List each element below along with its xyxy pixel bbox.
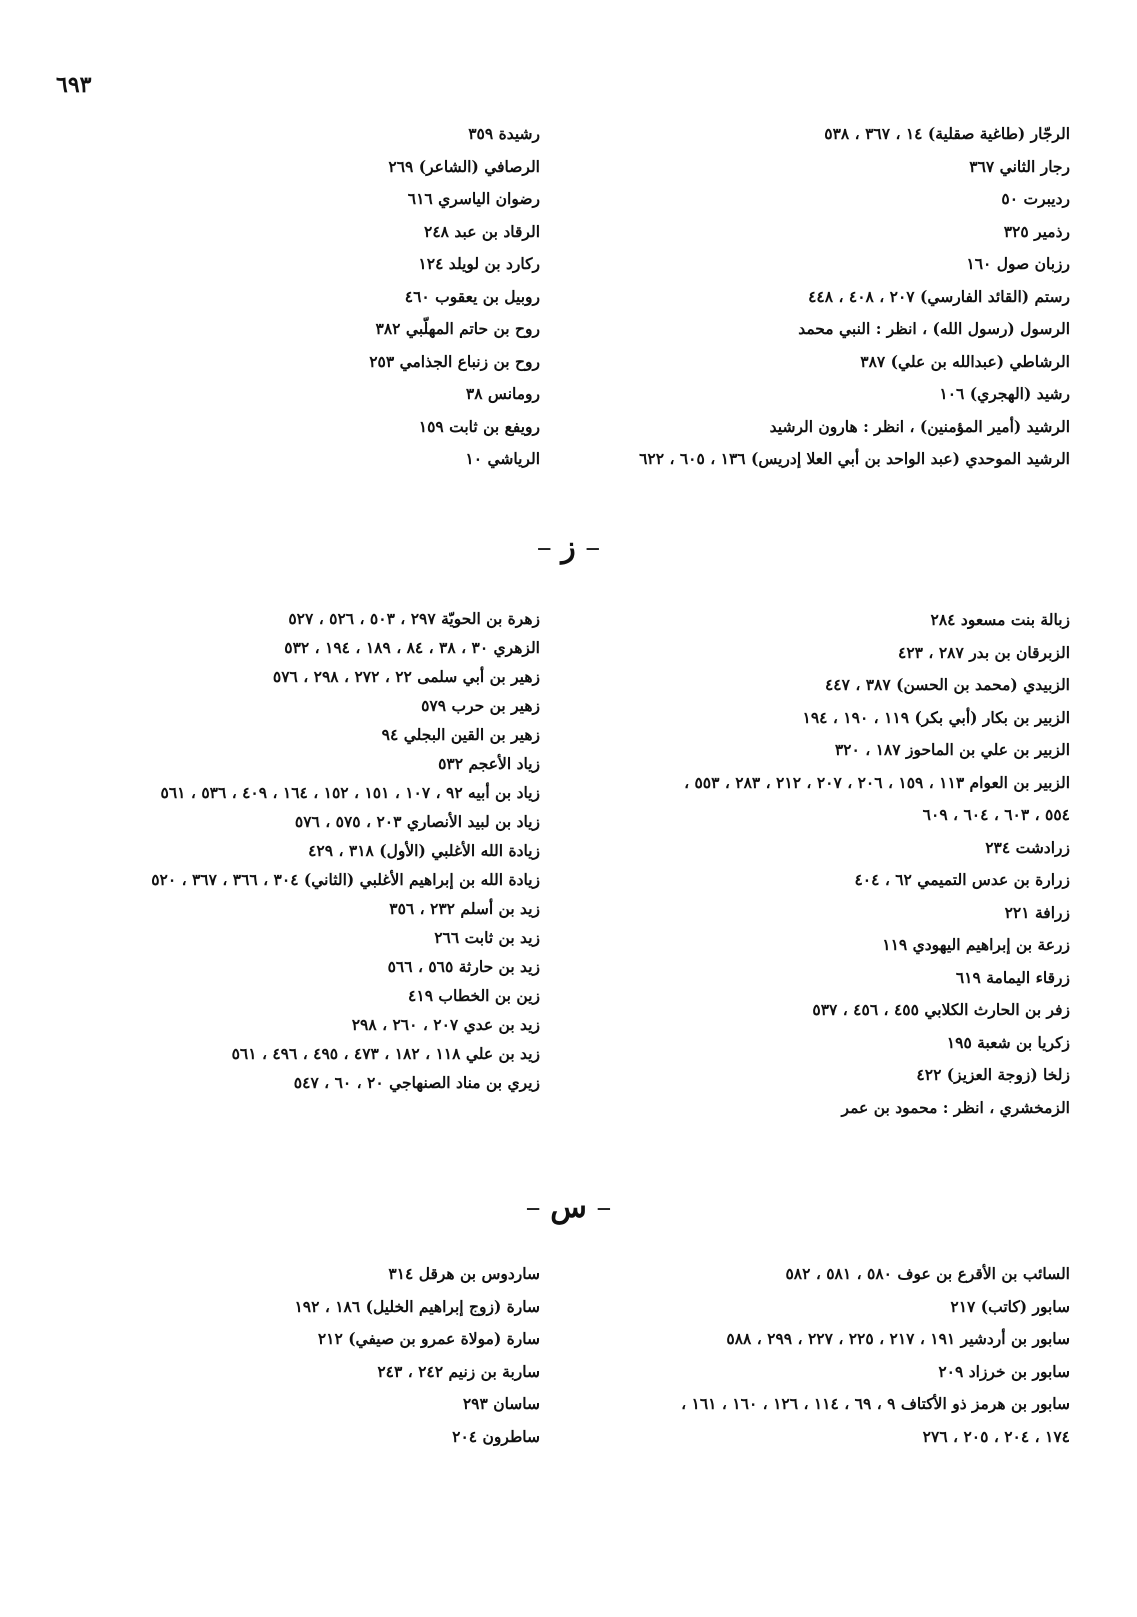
index-entry: سابور بن أردشير ١٩١ ، ٢١٧ ، ٢٢٥ ، ٢٢٧ ، ٢٩٩ ، ٥٨٨ [726, 1329, 1070, 1348]
index-entry: الزبير بن علي بن الماحوز ١٨٧ ، ٣٢٠ [834, 740, 1070, 759]
index-entry: سابور (كاتب) ٢١٧ [950, 1296, 1070, 1316]
index-column-left [40, 604, 540, 1097]
index-entry: روبيل بن يعقوب ٤٦٠ [404, 286, 540, 306]
index-entry: رشيدة ٣٥٩ [468, 124, 540, 143]
index-entry: رويفع بن ثابت ١٥٩ [418, 416, 540, 436]
index-entry: زين بن الخطاب ٤١٩ [408, 986, 540, 1005]
index-entry: روح بن حاتم المهلّبي ٣٨٢ [375, 319, 540, 338]
index-column-right [580, 1258, 1070, 1453]
index-entry: ساربة بن زنيم ٢٤٢ ، ٢٤٣ [377, 1361, 540, 1381]
index-entry: ساطرون ٢٠٤ [452, 1426, 540, 1446]
index-entry: الرياشي ١٠ [465, 449, 540, 468]
index-entry: رشيد (الهجري) ١٠٦ [939, 384, 1070, 403]
index-section-zay [40, 604, 1070, 1164]
index-entry: زيد بن ثابت ٢٦٦ [434, 928, 540, 947]
index-entry: رستم (القائد الفارسي) ٢٠٧ ، ٤٠٨ ، ٤٤٨ [808, 286, 1070, 306]
index-entry: زهير بن أبي سلمى ٢٢ ، ٢٧٢ ، ٢٩٨ ، ٥٧٦ [272, 667, 540, 686]
letter-heading-sin: – س – [525, 1190, 612, 1225]
index-entry: سارة (مولاة عمرو بن صيفي) ٢١٢ [317, 1329, 540, 1348]
index-entry: زياد بن أبيه ٩٢ ، ١٠٧ ، ١٥١ ، ١٥٢ ، ١٦٤ ، ٤٠٩ ، ٥٣٦ ، ٥٦١ [160, 783, 540, 802]
index-entry: سارة (زوج إبراهيم الخليل) ١٨٦ ، ١٩٢ [294, 1296, 540, 1316]
letter-heading-text: ز [561, 530, 576, 565]
index-entry: الزبرقان بن بدر ٢٨٧ ، ٤٢٣ [898, 642, 1070, 662]
index-entry: رذمير ٣٢٥ [1003, 221, 1070, 241]
index-entry: زرارة بن عدس التميمي ٦٢ ، ٤٠٤ [854, 870, 1070, 889]
index-section-ra [40, 118, 1070, 488]
index-entry: زيد بن حارثة ٥٦٥ ، ٥٦٦ [387, 957, 540, 976]
index-entry: زرعة بن إبراهيم اليهودي ١١٩ [882, 935, 1070, 954]
index-entry: زفر بن الحارث الكلابي ٤٥٥ ، ٤٥٦ ، ٥٣٧ [812, 1000, 1070, 1019]
index-entry: زرقاء اليمامة ٦١٩ [955, 967, 1070, 987]
index-entry: الرشيد الموحدي (عبد الواحد بن أبي العلا إدريس) ١٣٦ ، ٦٠٥ ، ٦٢٢ [639, 449, 1070, 468]
index-entry: الزمخشري ، انظر : محمود بن عمر [841, 1097, 1070, 1117]
index-entry: زياد الأعجم ٥٣٢ [438, 754, 540, 773]
index-entry: سابور بن خرزاد ٢٠٩ [938, 1361, 1070, 1381]
index-entry: الرشاطي (عبدالله بن علي) ٣٨٧ [860, 351, 1070, 371]
index-entry: الرشيد (أمير المؤمنين) ، انظر : هارون الرشيد [769, 416, 1070, 436]
index-entry: الرجّار (طاغية صقلية) ١٤ ، ٣٦٧ ، ٥٣٨ [824, 124, 1070, 143]
index-entry: الزبير بن بكار (أبي بكر) ١١٩ ، ١٩٠ ، ١٩٤ [802, 707, 1070, 727]
index-entry: سابور بن هرمز ذو الأكتاف ٩ ، ٦٩ ، ١١٤ ، ١٢٦ ، ١٦٠ ، ١٦١ ، [681, 1394, 1070, 1413]
index-entry: رضوان الياسري ٦١٦ [407, 189, 540, 208]
index-entry: زبالة بنت مسعود ٢٨٤ [930, 610, 1070, 629]
index-column-right [580, 604, 1070, 1124]
index-entry: رومانس ٣٨ [465, 384, 540, 403]
index-entry: رجار الثاني ٣٦٧ [969, 156, 1070, 176]
index-entry: زرادشت ٢٣٤ [985, 837, 1070, 857]
index-entry: زهرة بن الحويّة ٢٩٧ ، ٥٠٣ ، ٥٢٦ ، ٥٢٧ [288, 609, 540, 628]
index-entry: زيد بن عدي ٢٠٧ ، ٢٦٠ ، ٢٩٨ [351, 1015, 540, 1034]
index-entry: ساسان ٢٩٣ [462, 1394, 540, 1413]
index-column-left [40, 118, 540, 476]
index-entry: زيري بن مناد الصنهاجي ٢٠ ، ٦٠ ، ٥٤٧ [293, 1073, 540, 1092]
index-column-left [40, 1258, 540, 1453]
index-entry: زهير بن حرب ٥٧٩ [421, 696, 540, 715]
index-entry: الزبيدي (محمد بن الحسن) ٣٨٧ ، ٤٤٧ [824, 675, 1070, 694]
index-entry: زلخا (زوجة العزيز) ٤٢٢ [916, 1065, 1070, 1084]
index-entry: رديبرت ٥٠ [1001, 189, 1070, 208]
index-entry: روح بن زنباع الجذامي ٢٥٣ [369, 351, 540, 371]
index-entry: زيادة الله الأغلبي (الأول) ٣١٨ ، ٤٢٩ [308, 841, 540, 860]
index-entry: زياد بن لبيد الأنصاري ٢٠٣ ، ٥٧٥ ، ٥٧٦ [294, 812, 540, 831]
letter-heading-text: س [550, 1190, 587, 1225]
index-entry: ٥٥٤ ، ٦٠٣ ، ٦٠٤ ، ٦٠٩ [922, 805, 1070, 824]
page-number: ٦٩٣ [56, 72, 92, 98]
index-entry: الزهري ٣٠ ، ٣٨ ، ٨٤ ، ١٨٩ ، ١٩٤ ، ٥٣٢ [284, 638, 540, 657]
index-entry: رزبان صول ١٦٠ [966, 254, 1070, 273]
index-entry: زيادة الله بن إبراهيم الأغلبي (الثاني) ٣٠٤ ، ٣٦٦ ، ٣٦٧ ، ٥٢٠ [151, 870, 540, 889]
index-entry: زهير بن القين البجلي ٩٤ [381, 725, 540, 744]
index-entry: الرسول (رسول الله) ، انظر : النبي محمد [798, 319, 1070, 338]
index-entry: ركارد بن لويلد ١٢٤ [418, 254, 540, 273]
index-entry: زرافة ٢٢١ [1004, 902, 1070, 922]
index-entry: الزبير بن العوام ١١٣ ، ١٥٩ ، ٢٠٦ ، ٢٠٧ ، ٢١٢ ، ٢٨٣ ، ٥٥٣ ، [684, 772, 1070, 792]
letter-heading-zay: – ز – [536, 530, 601, 565]
index-section-sin [40, 1258, 1070, 1458]
index-entry: زيد بن أسلم ٢٣٢ ، ٣٥٦ [389, 899, 540, 918]
index-entry: ١٧٤ ، ٢٠٤ ، ٢٠٥ ، ٢٧٦ [922, 1426, 1070, 1446]
index-entry: السائب بن الأقرع بن عوف ٥٨٠ ، ٥٨١ ، ٥٨٢ [785, 1264, 1070, 1283]
index-entry: ساردوس بن هرقل ٣١٤ [388, 1264, 540, 1283]
index-entry: زكريا بن شعبة ١٩٥ [946, 1032, 1070, 1052]
index-column-right [580, 118, 1070, 476]
index-entry: زيد بن علي ١١٨ ، ١٨٢ ، ٤٧٣ ، ٤٩٥ ، ٤٩٦ ، ٥٦١ [231, 1044, 540, 1063]
index-entry: الرقاد بن عبد ٢٤٨ [424, 221, 540, 241]
index-entry: الرصافي (الشاعر) ٢٦٩ [388, 156, 540, 176]
